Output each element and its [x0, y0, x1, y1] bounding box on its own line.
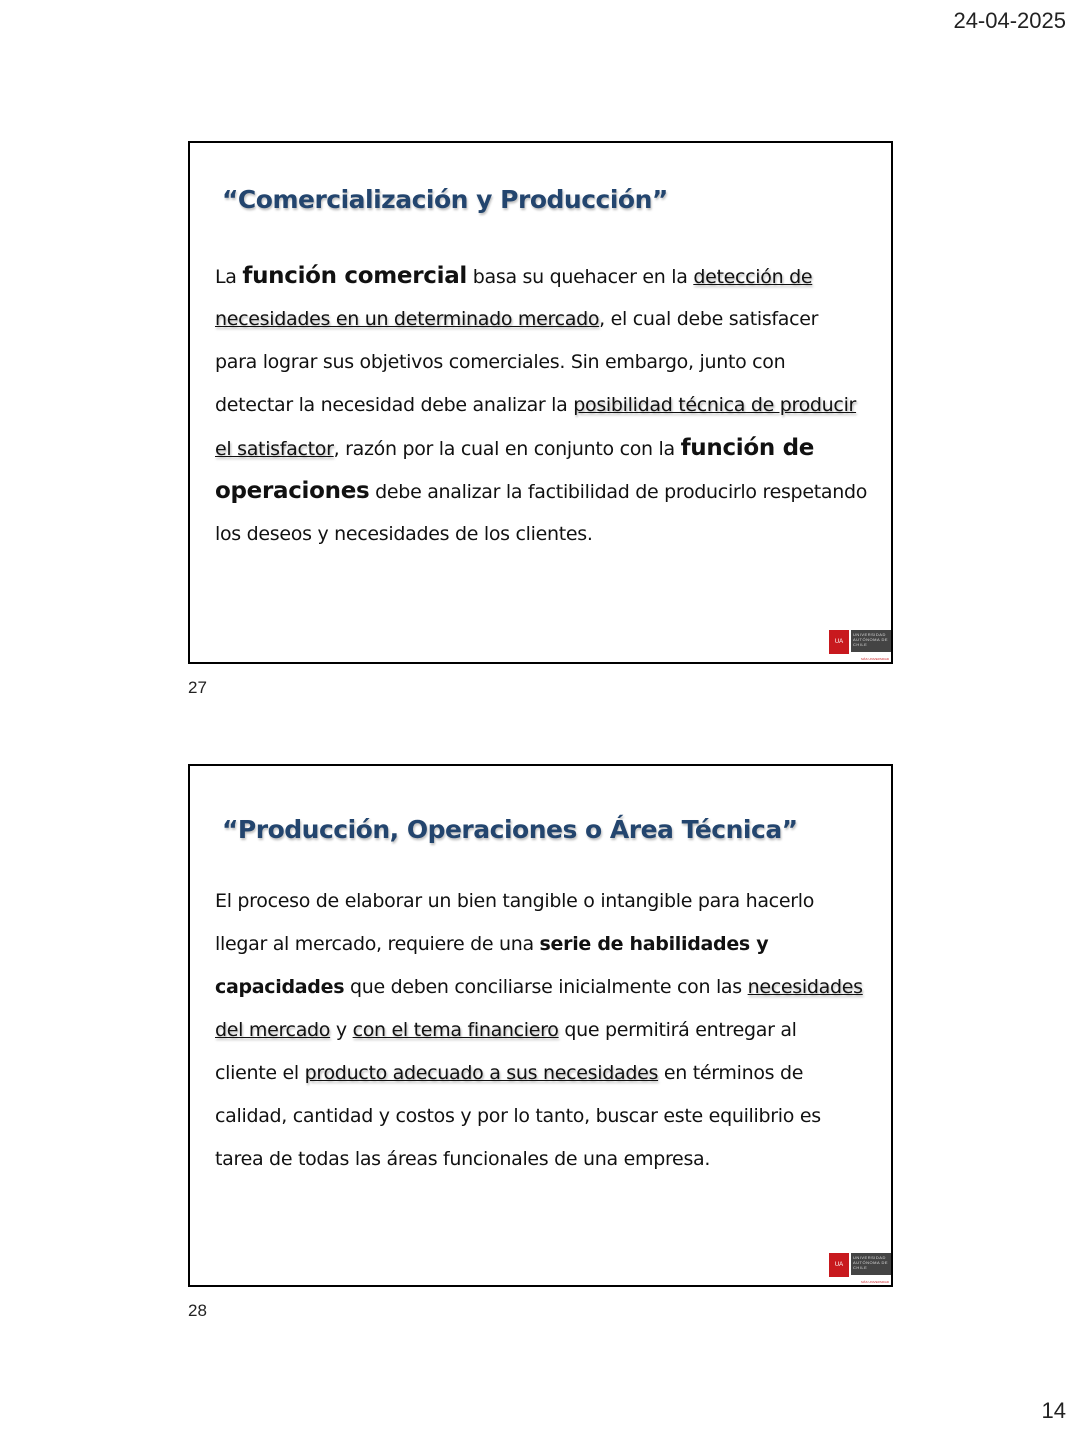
- text-segment: La: [215, 266, 243, 288]
- text-segment: detectar la necesidad debe analizar la: [215, 394, 574, 416]
- text-segment: los deseos y necesidades de los clientes.: [215, 523, 593, 545]
- underlined-text: detección de: [693, 266, 813, 288]
- text-line: [215, 1052, 873, 1095]
- print-date: 24-04-2025: [953, 8, 1066, 33]
- slide-27: [188, 141, 893, 664]
- university-logo: UA UNIVERSIDAD AUTÓNOMA DE CHILE MÁS UNIVERSIDAD: [827, 624, 891, 662]
- page-number: 14: [1041, 1398, 1066, 1423]
- text-line: [215, 966, 873, 1009]
- underlined-text: necesidades: [747, 976, 863, 998]
- bold-text: función comercial: [242, 263, 467, 289]
- slide-title: “Comercialización y Producción”: [222, 185, 668, 214]
- text-segment: y: [330, 1019, 353, 1041]
- university-logo: UA UNIVERSIDAD AUTÓNOMA DE CHILE MÁS UNIVERSIDAD: [827, 1247, 891, 1285]
- underlined-text: del mercado: [215, 1019, 331, 1041]
- underlined-text: el satisfactor: [215, 438, 334, 460]
- slide-28: [188, 764, 893, 1287]
- text-segment: que deben conciliarse inicialmente con las: [344, 976, 748, 998]
- text-segment: debe analizar la factibilidad de producirlo respetando: [369, 481, 868, 503]
- underlined-text: necesidades en un determinado mercado: [215, 308, 600, 330]
- slide-title: “Producción, Operaciones o Área Técnica”: [222, 815, 798, 844]
- text-line: [215, 255, 873, 298]
- text-line: [215, 341, 873, 384]
- text-segment: basa su quehacer en la: [467, 266, 694, 288]
- text-line: [215, 880, 873, 923]
- slide-body: [215, 880, 873, 1181]
- text-segment: para lograr sus objetivos comerciales. Sin embargo, junto con: [215, 351, 786, 373]
- text-line: [215, 1095, 873, 1138]
- text-line: [215, 470, 873, 513]
- text-line: [215, 513, 873, 556]
- text-segment: que permitirá entregar al: [558, 1019, 797, 1041]
- text-line: [215, 427, 873, 470]
- slide-number: 28: [188, 1301, 207, 1320]
- text-segment: en términos de: [658, 1062, 804, 1084]
- text-segment: tarea de todas las áreas funcionales de una empresa.: [215, 1148, 711, 1170]
- text-line: [215, 1009, 873, 1052]
- text-line: [215, 1138, 873, 1181]
- underlined-text: producto adecuado a sus necesidades: [304, 1062, 659, 1084]
- shield-icon: UA: [829, 1253, 849, 1277]
- underlined-text: posibilidad técnica de producir: [573, 394, 857, 416]
- text-segment: calidad, cantidad y costos y por lo tanto, buscar este equilibrio es: [215, 1105, 821, 1127]
- text-line: [215, 298, 873, 341]
- text-segment: , el cual debe satisfacer: [599, 308, 819, 330]
- text-segment: llegar al mercado, requiere de una: [215, 933, 540, 955]
- text-line: [215, 923, 873, 966]
- slide-body: [215, 255, 873, 556]
- underlined-text: con el tema financiero: [352, 1019, 559, 1041]
- bold-text: operaciones: [215, 478, 370, 504]
- text-segment: , razón por la cual en conjunto con la: [333, 438, 681, 460]
- bold-text: función de: [680, 435, 815, 461]
- text-line: [215, 384, 873, 427]
- text-segment: cliente el: [215, 1062, 305, 1084]
- bold-text: serie de habilidades y: [539, 933, 769, 955]
- bold-text: capacidades: [215, 976, 345, 998]
- shield-icon: UA: [829, 630, 849, 654]
- text-segment: El proceso de elaborar un bien tangible o intangible para hacerlo: [215, 890, 815, 912]
- slide-number: 27: [188, 678, 207, 697]
